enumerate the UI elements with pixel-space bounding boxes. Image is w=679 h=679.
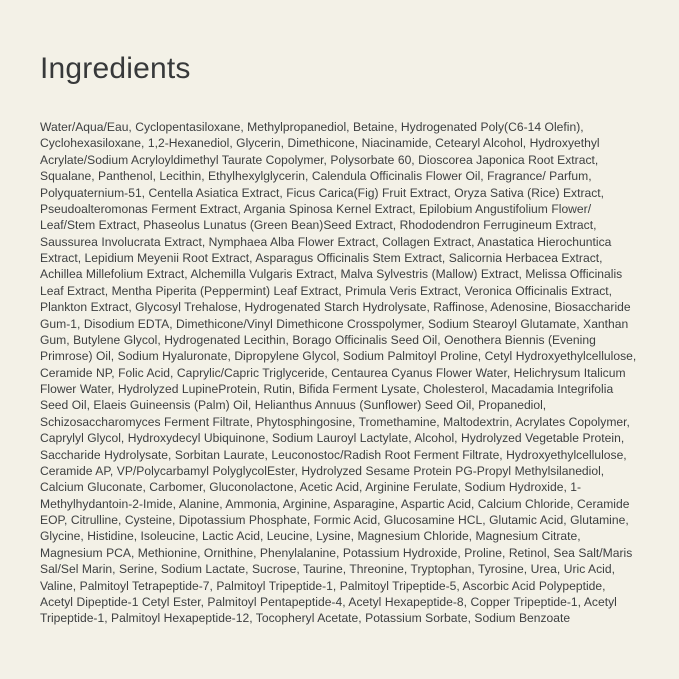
ingredients-list-text: Water/Aqua/Eau, Cyclopentasiloxane, Methylpropanediol, Betaine, Hydrogenated Poly(C6-14 Olefin), Cyclohexasiloxane, 1,2-Hexanediol, Glycerin, Dimethicone, Niacinamide, Cetearyl Alcohol, Hydroxyethyl Acrylate/Sodium Acryloyldimethyl Taurate Copolymer, Polysorbate 60, Dioscorea Japonica Root Extract, Squalane, Panthenol, Lecithin, Ethylhexylglycerin, Calendula Officinalis Flower Oil, Fragrance/ Parfum, Polyquaternium-51, Centella Asiatica Extract, Ficus Carica(Fig) Fruit Extract, Oryza Sativa (Rice) Extract, Pseudoalteromonas Ferment Extract, Argania Spinosa Kernel Extract, Epilobium Angustifolium Flower/ Leaf/Stem Extract, Phaseolus Lunatus (Green Bean)Seed Extract, Rhododendron Ferrugineum Extract, Saussurea Involucrata Extract, Nymphaea Alba Flower Extract, Collagen Extract, Anastatica Hierochuntica Extract, Lepidium Meyenii Root Extract, Asparagus Officinalis Stem Extract, Salicornia Herbacea Extract, Achillea Millefolium Extract, Alchemilla Vulgaris Extract, Malva Sylvestris (Mallow) Extract, Melissa Officinalis Leaf Extract, Mentha Piperita (Peppermint) Leaf Extract, Primula Veris Extract, Veronica Officinalis Extract, Plankton Extract, Glycosyl Trehalose, Hydrogenated Starch Hydrolysate, Raffinose, Adenosine, Biosaccharide Gum-1, Disodium EDTA, Dimethicone/Vinyl Dimethicone Crosspolymer, Sodium Stearoyl Glutamate, Xanthan Gum, Butylene Glycol, Hydrogenated Lecithin, Borago Officinalis Seed Oil, Oenothera Biennis (Evening Primrose) Oil, Sodium Hyaluronate, Dipropylene Glycol, Sodium Palmitoyl Proline, Cetyl Hydroxyethylcellulose, Ceramide NP, Folic Acid, Caprylic/Capric Triglyceride, Centaurea Cyanus Flower Water, Helichrysum Italicum Flower Water, Hydrolyzed LupineProtein, Rutin, Bifida Ferment Lysate, Cholesterol, Macadamia Integrifolia Seed Oil, Elaeis Guineensis (Palm) Oil, Helianthus Annuus (Sunflower) Seed Oil, Propanediol, Schizosaccharomyces Ferment Filtrate, Phytosphingosine, Tromethamine, Maltodextrin, Acrylates Copolymer, Caprylyl Glycol, Hydroxydecyl Ubiquinone, Sodium Lauroyl Lactylate, Alcohol, Hydrolyzed Vegetable Protein, Saccharide Hydrolysate, Sorbitan Laurate, Leuconostoc/Radish Root Ferment Filtrate, Hydroxyethylcellulose, Ceramide AP, VP/Polycarbamyl PolyglycolEster, Hydrolyzed Sesame Protein PG-Propyl Methylsilanediol, Calcium Gluconate, Carbomer, Gluconolactone, Acetic Acid, Arginine Ferulate, Sodium Hydroxide, 1-Methylhydantoin-2-Imide, Alanine, Ammonia, Arginine, Asparagine, Aspartic Acid, Calcium Chloride, Ceramide EOP, Citrulline, Cysteine, Dipotassium Phosphate, Formic Acid, Glucosamine HCL, Glutamic Acid, Glutamine, Glycine, Histidine, Isoleucine, Lactic Acid, Leucine, Lysine, Magnesium Chloride, Magnesium Citrate, Magnesium PCA, Methionine, Ornithine, Phenylalanine, Potassium Hydroxide, Proline, Retinol, Sea Salt/Maris Sal/Sel Marin, Serine, Sodium Lactate, Sucrose, Taurine, Threonine, Tryptophan, Tyrosine, Urea, Uric Acid, Valine, Palmitoyl Tetrapeptide-7, Palmitoyl Tripeptide-1, Palmitoyl Tripeptide-5, Ascorbic Acid Polypeptide, Acetyl Dipeptide-1 Cetyl Ester, Palmitoyl Pentapeptide-4, Acetyl Hexapeptide-8, Copper Tripeptide-1, Acetyl Tripeptide-1, Palmitoyl Hexapeptide-12, Tocopheryl Acetate, Potassium Sorbate, Sodium Benzoate [40, 120, 637, 626]
page-title: Ingredients [40, 52, 191, 85]
